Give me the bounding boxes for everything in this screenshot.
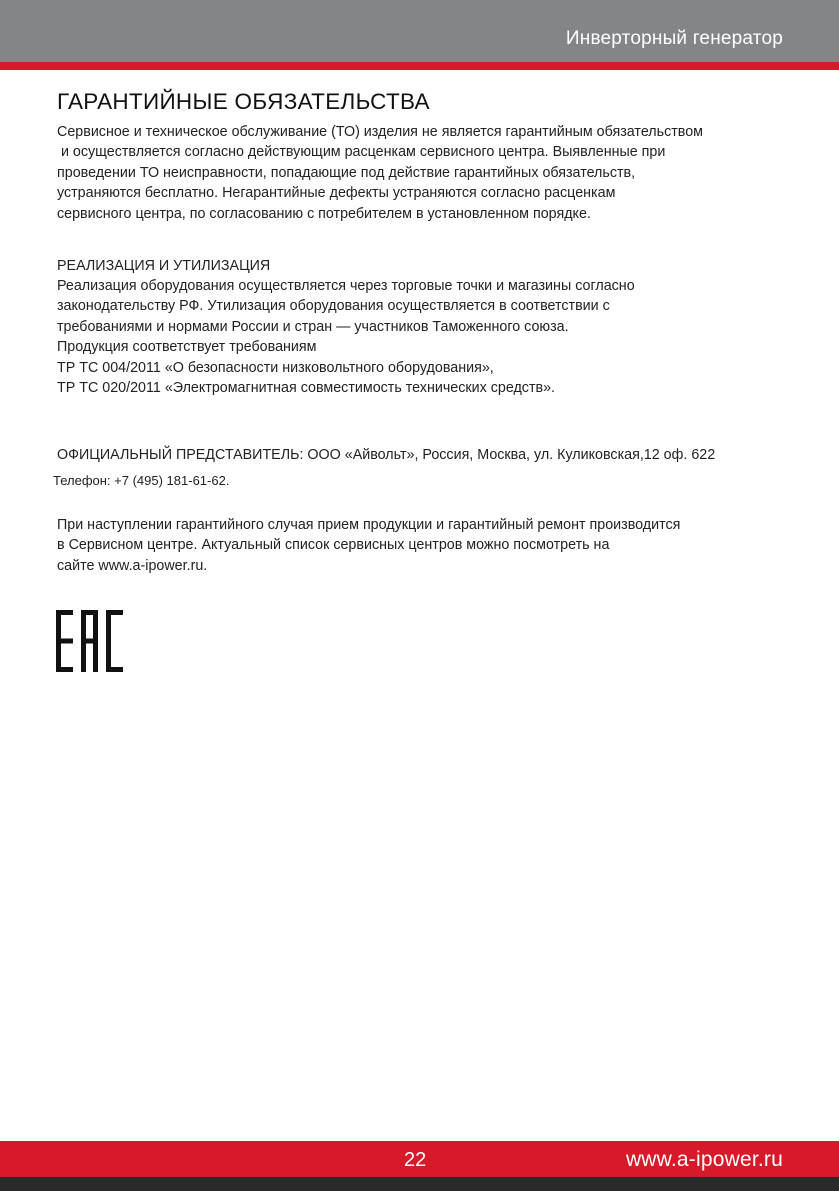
sales-line: ТР ТС 020/2011 «Электромагнитная совместимость технических средств». bbox=[57, 380, 556, 397]
header-title: Инверторный генератор bbox=[565, 28, 783, 49]
representative-text bbox=[57, 445, 715, 465]
sales-line: законодательству РФ. Утилизация оборудования осуществляется в соответствии с bbox=[57, 298, 610, 315]
footer-bottom-strip bbox=[0, 1177, 839, 1191]
service-line: в Сервисном центре. Актуальный список сервисных центров можно посмотреть на bbox=[57, 537, 610, 554]
sales-line: ТР ТС 004/2011 «О безопасности низковольтного оборудования», bbox=[57, 359, 494, 376]
warranty-paragraph bbox=[57, 122, 703, 224]
header-stripe bbox=[0, 62, 839, 70]
sales-line: Реализация оборудования осуществляется через торговые точки и магазины согласно bbox=[57, 278, 635, 294]
footer-website-url[interactable]: www.a-ipower.ru bbox=[625, 1148, 783, 1171]
service-line: При наступлении гарантийного случая прием продукции и гарантийный ремонт производится bbox=[57, 517, 681, 533]
warranty-line: Сервисное и техническое обслуживание (ТО) изделия не является гарантийным обязательством bbox=[57, 124, 703, 140]
service-line: сайте www.a-ipower.ru. bbox=[57, 557, 208, 574]
page-number: 22 bbox=[404, 1149, 427, 1171]
eac-mark-icon bbox=[56, 610, 126, 672]
representative-phone: Телефон: +7 (495) 181-61-62. bbox=[53, 473, 230, 488]
warranty-line: и осуществляется согласно действующим расценкам сервисного центра. Выявленные при bbox=[57, 144, 666, 161]
warranty-line: проведении ТО неисправности, попадающие под действие гарантийных обязательств, bbox=[57, 164, 636, 181]
warranty-line: сервисного центра, по согласованию с потребителем в установленном порядке. bbox=[57, 205, 591, 222]
sales-line: Продукция соответствует требованиям bbox=[57, 339, 317, 356]
sales-line: требованиями и нормами России и стран — участников Таможенного союза. bbox=[57, 318, 569, 335]
sales-paragraph bbox=[57, 276, 635, 398]
warranty-heading: ГАРАНТИЙНЫЕ ОБЯЗАТЕЛЬСТВА bbox=[57, 89, 430, 114]
warranty-line: устраняются бесплатно. Негарантийные дефекты устраняются согласно расценкам bbox=[57, 185, 616, 202]
sales-title: РЕАЛИЗАЦИЯ И УТИЛИЗАЦИЯ bbox=[57, 258, 271, 274]
representative-line: ОФИЦИАЛЬНЫЙ ПРЕДСТАВИТЕЛЬ: ООО «Айвольт», Россия, Москва, ул. Куликовская,12 оф. 622 bbox=[57, 447, 716, 463]
service-paragraph bbox=[57, 515, 680, 576]
